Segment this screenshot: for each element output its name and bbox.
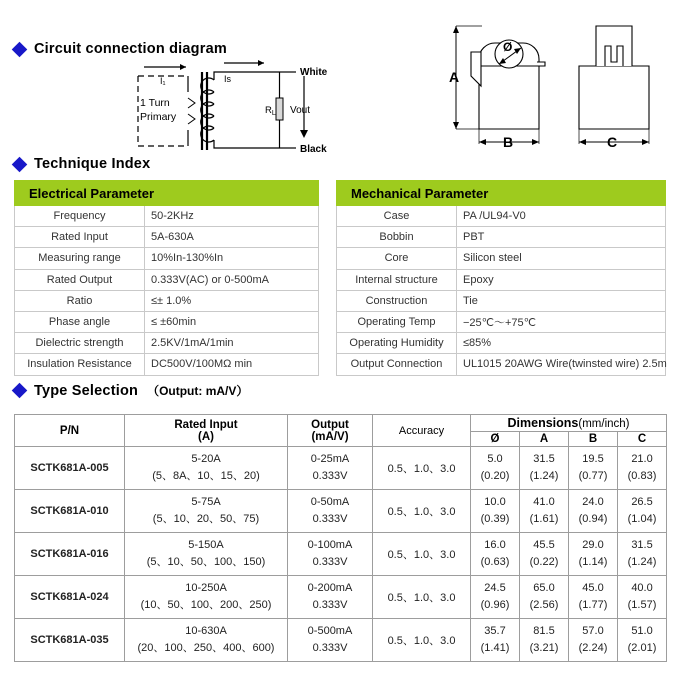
load-resistor-label: $R_L$ (265, 105, 276, 117)
diamond-bullet-icon (12, 383, 28, 399)
header-dim-c: C (618, 432, 667, 447)
cell-accuracy: 0.5、1.0、3.0 (373, 576, 471, 619)
cell-accuracy: 0.5、1.0、3.0 (373, 619, 471, 662)
cell-dim-b: 29.0 (1.14) (569, 533, 618, 576)
type-selection-heading (14, 382, 248, 399)
table-row (15, 227, 319, 248)
cell-dim-c: 40.0 (1.57) (618, 576, 667, 619)
technique-index-title: Technique Index (34, 156, 151, 172)
table-row (15, 447, 667, 490)
circuit-schematic-svg (128, 58, 328, 158)
cell-pn: SCTK681A-005 (15, 447, 125, 490)
electrical-parameter-label: Phase angle (15, 311, 145, 332)
dim-c-label: C (607, 134, 618, 150)
mechanical-parameter-label: Operating Humidity (337, 333, 457, 354)
cell-dim-a: 81.5 (3.21) (520, 619, 569, 662)
header-accuracy: Accuracy (373, 415, 471, 447)
electrical-parameter-value: ≤± 1.0% (145, 290, 319, 311)
output-voltage-label: Vout (290, 105, 311, 116)
dim-diameter-label: Ø (503, 40, 513, 54)
cell-output: 0-200mA 0.333V (288, 576, 373, 619)
table-row (15, 206, 319, 227)
primary-label-line1: 1 Turn (140, 97, 170, 109)
cell-dim-b: 24.0 (0.94) (569, 490, 618, 533)
dim-b-label: B (503, 134, 514, 150)
cell-output: 0-50mA 0.333V (288, 490, 373, 533)
cell-output: 0-100mA 0.333V (288, 533, 373, 576)
header-output-line2: (mA/V) (311, 430, 349, 443)
mechanical-parameter-header-row (337, 181, 666, 206)
cell-accuracy: 0.5、1.0、3.0 (373, 490, 471, 533)
table-row (337, 333, 666, 354)
table-row (15, 490, 667, 533)
cell-dim-a: 45.5 (0.22) (520, 533, 569, 576)
header-rated-input-line1: Rated Input (174, 418, 238, 431)
header-dim-diameter: Ø (471, 432, 520, 447)
table-row (15, 269, 319, 290)
cell-pn: SCTK681A-016 (15, 533, 125, 576)
mechanical-parameter-table (336, 180, 666, 376)
dim-a-label: A (449, 69, 460, 85)
mechanical-parameter-value: UL1015 20AWG Wire(twinsted wire) 2.5m (457, 354, 666, 375)
table-row (15, 576, 667, 619)
electrical-parameter-label: Rated Input (15, 227, 145, 248)
mechanical-parameter-value: Tie (457, 290, 666, 311)
mechanical-parameter-value: Epoxy (457, 269, 666, 290)
primary-current-label: I₁ (160, 76, 166, 86)
header-dimensions-label: Dimensions (507, 416, 579, 430)
cell-dim-diameter: 16.0 (0.63) (471, 533, 520, 576)
cell-rated-input: 5-20A (5、8A、10、15、20) (125, 447, 288, 490)
cell-rated-input: 10-630A (20、100、250、400、600) (125, 619, 288, 662)
cell-dim-c: 26.5 (1.04) (618, 490, 667, 533)
cell-rated-input: 5-150A (5、10、50、100、150) (125, 533, 288, 576)
table-row (337, 227, 666, 248)
diamond-bullet-icon (12, 156, 28, 172)
mechanical-parameter-value: PBT (457, 227, 666, 248)
mechanical-parameter-header-cell: Mechanical Parameter (337, 181, 666, 206)
type-selection-table (14, 414, 667, 662)
electrical-parameter-table (14, 180, 319, 376)
cell-dim-c: 51.0 (2.01) (618, 619, 667, 662)
table-row (15, 290, 319, 311)
cell-accuracy: 0.5、1.0、3.0 (373, 447, 471, 490)
cell-rated-input: 5-75A (5、10、20、50、75) (125, 490, 288, 533)
table-row (15, 354, 319, 375)
cell-dim-c: 21.0 (0.83) (618, 447, 667, 490)
header-rated-input (125, 415, 288, 447)
table-row (337, 206, 666, 227)
mechanical-drawing-svg (424, 4, 676, 154)
secondary-current-label: Is (224, 74, 232, 84)
mechanical-parameter-label: Internal structure (337, 269, 457, 290)
cell-output: 0-500mA 0.333V (288, 619, 373, 662)
cell-dim-a: 31.5 (1.24) (520, 447, 569, 490)
electrical-parameter-label: Frequency (15, 206, 145, 227)
table-row (15, 248, 319, 269)
table-row (337, 354, 666, 375)
table-row (337, 290, 666, 311)
table-row (15, 533, 667, 576)
electrical-parameter-header-cell: Electrical Parameter (15, 181, 319, 206)
electrical-parameter-label: Ratio (15, 290, 145, 311)
mechanical-parameter-label: Bobbin (337, 227, 457, 248)
table-row (337, 311, 666, 332)
cell-rated-input: 10-250A (10、50、100、200、250) (125, 576, 288, 619)
header-rated-input-line2: (A) (198, 430, 214, 443)
header-output-line1: Output (311, 418, 349, 431)
cell-accuracy: 0.5、1.0、3.0 (373, 533, 471, 576)
mechanical-parameter-value: −25℃～+75℃ (457, 311, 666, 332)
electrical-parameter-header-row (15, 181, 319, 206)
cell-dim-a: 65.0 (2.56) (520, 576, 569, 619)
cell-dim-diameter: 10.0 (0.39) (471, 490, 520, 533)
cell-dim-b: 19.5 (0.77) (569, 447, 618, 490)
mechanical-parameter-value: ≤85% (457, 333, 666, 354)
diamond-bullet-icon (12, 41, 28, 57)
header-dimensions (471, 415, 667, 432)
circuit-schematic (128, 58, 328, 158)
header-output (288, 415, 373, 447)
electrical-parameter-value: ≤ ±60min (145, 311, 319, 332)
electrical-parameter-value: 10%In-130%In (145, 248, 319, 269)
terminal-white-label: White (300, 67, 328, 78)
electrical-parameter-label: Dielectric strength (15, 333, 145, 354)
cell-pn: SCTK681A-035 (15, 619, 125, 662)
circuit-diagram-heading (14, 41, 227, 57)
cell-dim-diameter: 5.0 (0.20) (471, 447, 520, 490)
primary-label-line2: Primary (140, 111, 177, 123)
header-dimensions-unit: (mm/inch) (578, 418, 630, 430)
table-row (15, 333, 319, 354)
mechanical-parameter-label: Case (337, 206, 457, 227)
type-selection-title: Type Selection (34, 382, 139, 399)
cell-dim-b: 57.0 (2.24) (569, 619, 618, 662)
electrical-parameter-value: DC500V/100MΩ min (145, 354, 319, 375)
table-row (15, 619, 667, 662)
cell-dim-a: 41.0 (1.61) (520, 490, 569, 533)
technique-index-heading (14, 156, 150, 172)
cell-pn: SCTK681A-024 (15, 576, 125, 619)
electrical-parameter-label: Measuring range (15, 248, 145, 269)
electrical-parameter-value: 5A-630A (145, 227, 319, 248)
electrical-parameter-value: 50-2KHz (145, 206, 319, 227)
table-row (15, 311, 319, 332)
mechanical-outline-drawing (424, 4, 676, 154)
mechanical-parameter-value: PA /UL94-V0 (457, 206, 666, 227)
mechanical-parameter-value: Silicon steel (457, 248, 666, 269)
electrical-parameter-value: 2.5KV/1mA/1min (145, 333, 319, 354)
mechanical-parameter-label: Construction (337, 290, 457, 311)
electrical-parameter-label: Insulation Resistance (15, 354, 145, 375)
header-dim-a: A (520, 432, 569, 447)
header-dim-b: B (569, 432, 618, 447)
cell-dim-c: 31.5 (1.24) (618, 533, 667, 576)
circuit-diagram-title: Circuit connection diagram (34, 41, 227, 57)
cell-output: 0-25mA 0.333V (288, 447, 373, 490)
table-header-row-1 (15, 415, 667, 432)
header-pn: P/N (15, 415, 125, 447)
mechanical-parameter-label: Core (337, 248, 457, 269)
terminal-black-label: Black (300, 144, 327, 155)
cell-dim-diameter: 35.7 (1.41) (471, 619, 520, 662)
table-row (337, 269, 666, 290)
type-selection-subtitle: （Output: mA/V） (147, 384, 249, 398)
mechanical-parameter-label: Output Connection (337, 354, 457, 375)
table-row (337, 248, 666, 269)
electrical-parameter-value: 0.333V(AC) or 0-500mA (145, 269, 319, 290)
electrical-parameter-label: Rated Output (15, 269, 145, 290)
cell-dim-diameter: 24.5 (0.96) (471, 576, 520, 619)
cell-pn: SCTK681A-010 (15, 490, 125, 533)
cell-dim-b: 45.0 (1.77) (569, 576, 618, 619)
mechanical-parameter-label: Operating Temp (337, 311, 457, 332)
